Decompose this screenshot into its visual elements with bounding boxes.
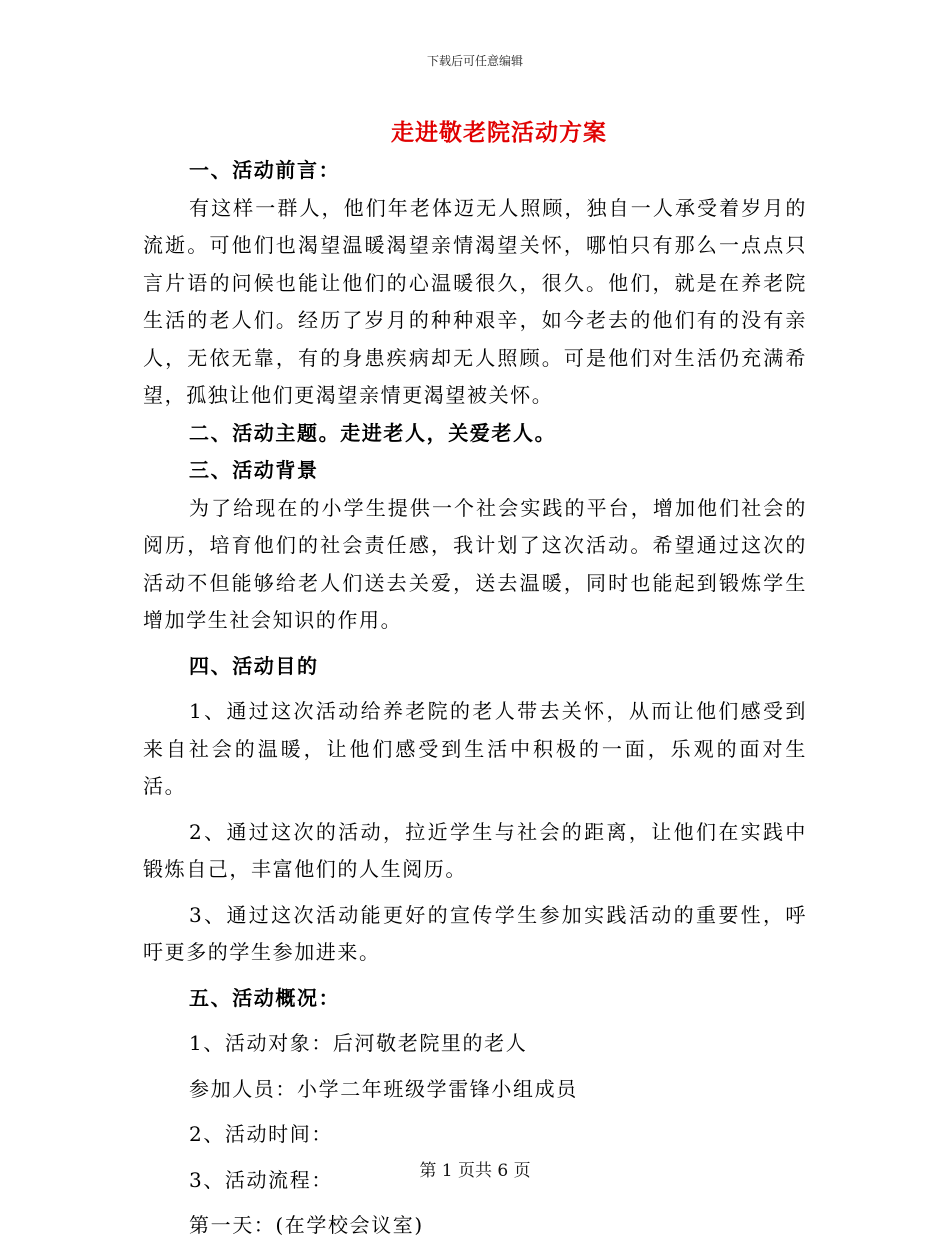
- section-heading-theme: 二、活动主题。走进老人，关爱老人。: [189, 420, 557, 445]
- overview-line: 2、活动时间：: [189, 1122, 333, 1146]
- purpose-item: 1、通过这次活动给养老院的老人带去关怀，从而让他们感受到来自社会的温暖，让他们感受到生活中积极的一面，乐观的面对生活。: [143, 699, 807, 798]
- overview-line: 参加人员：小学二年班级学雷锋小组成员: [189, 1076, 578, 1101]
- section-heading-background: 三、活动背景: [189, 458, 319, 482]
- background-paragraph: 为了给现在的小学生提供一个社会实践的平台，增加他们社会的阅历，培育他们的社会责任感，我计划了这次活动。希望通过这次的活动不但能够给老人们送去关爱，送去温暖，同时也能起到锻炼学生增加学生社会知识的作用。: [143, 495, 807, 632]
- section-heading-overview: 五、活动概况：: [189, 985, 341, 1010]
- overview-line: 第一天：(在学校会议室): [189, 1213, 424, 1237]
- overview-line: 3、活动流程：: [189, 1167, 333, 1192]
- header-note: 下载后可任意编辑: [426, 54, 523, 68]
- section-heading-preface: 一、活动前言：: [189, 158, 341, 182]
- preface-paragraph: 有这样一群人，他们年老体迈无人照顾，独自一人承受着岁月的流逝。可他们也渴望温暖渴望亲情渴望关怀，哪怕只有那么一点点只言片语的问候也能让他们的心温暖很久，很久。他们，就是在养老院生活的老人们。经历了岁月的种种艰辛，如今老去的他们有的没有亲人，无依无靠，有的身患疾病却无人照顾。可是他们对生活仍充满希望，孤独让他们更渴望亲情更渴望被关怀。: [143, 195, 807, 407]
- document-body: [143, 152, 807, 1245]
- purpose-item: 2、通过这次的活动，拉近学生与社会的距离，让他们在实践中锻炼自己，丰富他们的人生阅历。: [143, 819, 807, 881]
- overview-line: 1、活动对象：后河敬老院里的老人: [189, 1031, 528, 1055]
- purpose-item: 3、通过这次活动能更好的宣传学生参加实践活动的重要性，呼吁更多的学生参加进来。: [143, 902, 807, 964]
- document-title: 走进敬老院活动方案: [391, 119, 607, 146]
- section-heading-purpose: 四、活动目的: [189, 653, 319, 678]
- page-number: 第 1 页共 6 页: [419, 1161, 531, 1181]
